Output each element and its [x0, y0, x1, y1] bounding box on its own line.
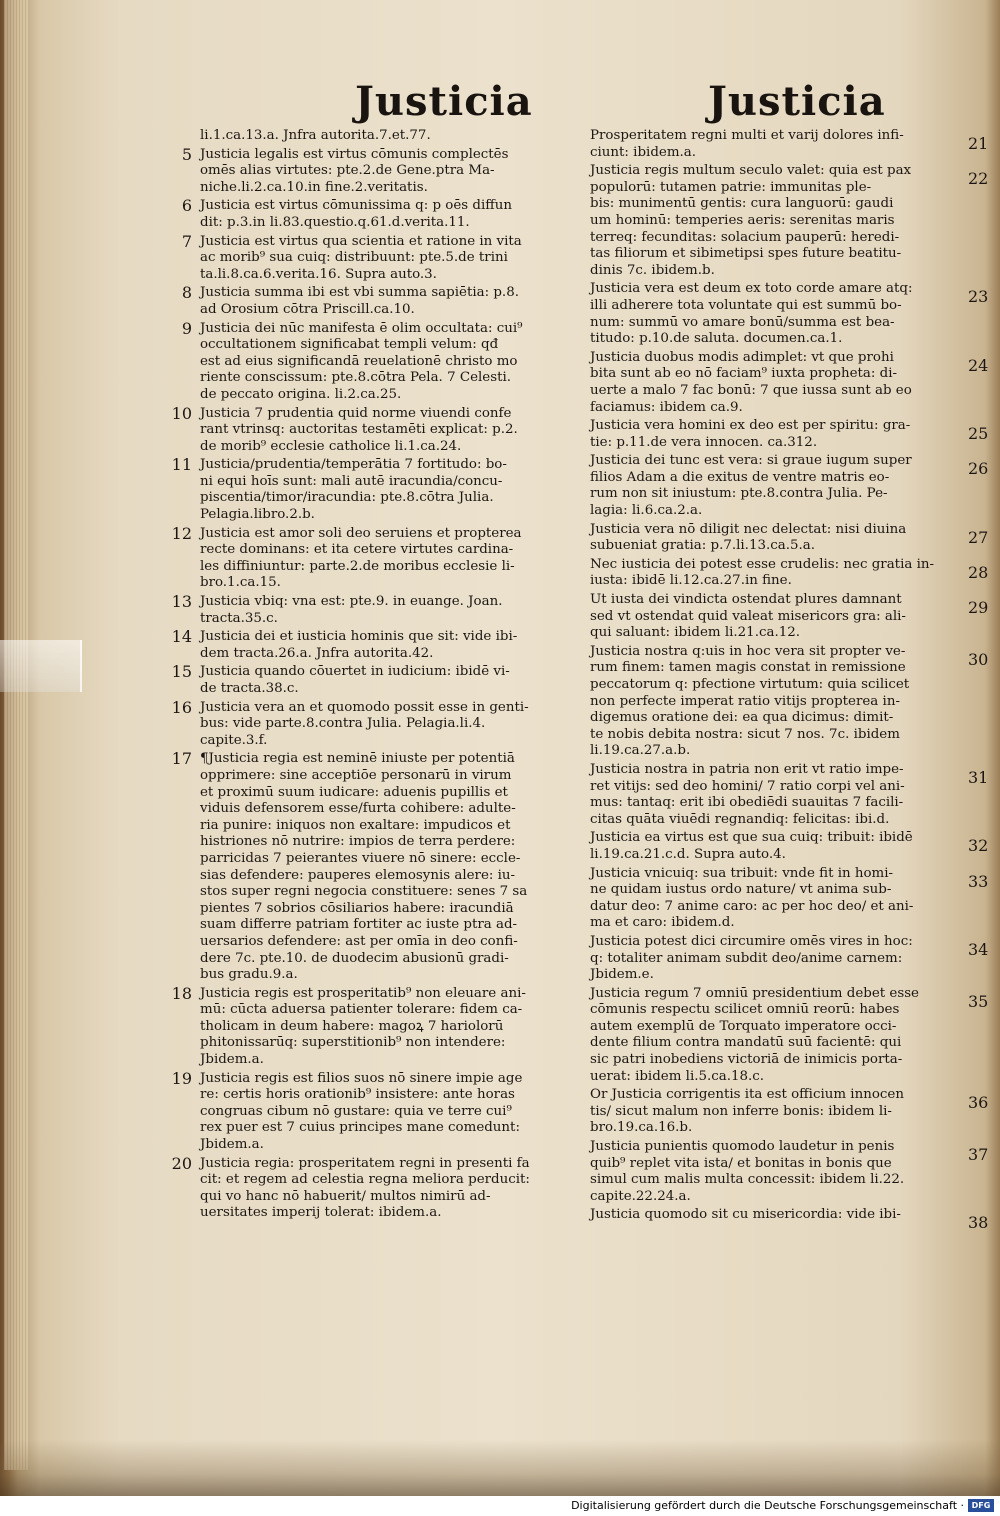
index-entry: [181, 144, 578, 197]
entry-number: 16: [171, 697, 192, 717]
index-entry: [590, 349, 989, 416]
page-bottom-shadow: [0, 1440, 1000, 1496]
page-clip: [0, 640, 82, 692]
index-entry: [171, 697, 578, 750]
entry-number: 38: [968, 1213, 989, 1233]
entry-text: Justicia quomodo sit cu misericordia: vide ibi-: [590, 1207, 901, 1223]
entry-number: 10: [171, 403, 192, 423]
entry-text: Justicia regis est filios suos nō sinere impie age re: certis horis orationib⁹ insistere: ante horas congruas cibum nō gustare: quia ve terre cui⁹ rex puer est 7 cuius principes mane comedunt: Jbidem.a.: [200, 1070, 523, 1153]
entry-text: li.1.ca.13.a. Jnfra autorita.7.et.77.: [200, 128, 431, 143]
index-entry: [590, 985, 989, 1086]
index-entry: [181, 196, 578, 231]
entry-text: Justicia vera est deum ex toto corde amare atq: illi adherere tota voluntate qui est summū bo- num: summū vo amare bonū/summa est bea- titudo: p.10.de saluta. documen.ca.1.: [590, 281, 913, 347]
index-entry: [590, 418, 989, 451]
left-column: [171, 128, 578, 1224]
index-entry: [590, 521, 989, 555]
entry-number: 37: [968, 1145, 989, 1165]
entry-number: 32: [968, 836, 989, 856]
entry-number: 22: [968, 169, 989, 189]
index-entry: [171, 1068, 578, 1154]
index-entry: [171, 627, 578, 662]
entry-number: 27: [968, 527, 989, 547]
entry-text: Justicia 7 prudentia quid norme viuendi confe rant vtrinsq: auctoritas testamēti explicat: p.2. de morib⁹ ecclesie catholice li.1.ca.24.: [200, 405, 518, 454]
entry-text: Justicia vera homini ex deo est per spiritu: gra- tie: p.11.de vera innocen. ca.312.: [590, 418, 911, 450]
index-entry: [590, 830, 989, 863]
entry-number: 6: [181, 196, 192, 216]
entry-number: 5: [181, 144, 192, 164]
index-entry: [171, 983, 578, 1069]
entry-text: Justicia potest dici circumire omēs vires in hoc: q: totaliter animam subdit deo/anime carnem: Jbidem.e.: [590, 933, 913, 983]
entry-number: 13: [171, 592, 192, 612]
entry-number: 9: [181, 318, 192, 338]
dfg-logo: DFG: [968, 1499, 994, 1512]
entry-text: Justicia dei et iusticia hominis que sit: vide ibi- dem tracta.26.a. Jnfra autorita.42.: [200, 629, 518, 661]
entry-number: 35: [968, 991, 989, 1011]
entry-number: 25: [968, 424, 989, 444]
entry-number: 24: [968, 355, 989, 375]
index-entry: [200, 128, 578, 145]
entry-text: Justicia vnicuiq: sua tribuit: vnde fit in homi- ne quidam iustus ordo nature/ vt anima sub- datur deo: 7 anime caro: ac per hoc deo/ et ani- ma et caro: ibidem.d.: [590, 865, 914, 931]
index-entry: [590, 761, 989, 828]
entry-text: Justicia vera an et quomodo possit esse in genti- bus: vide parte.8.contra Julia. Pelagia.li.4. capite.3.f.: [200, 699, 529, 748]
entry-text: Justicia legalis est virtus cōmunis complectēs omēs alias virtutes: pte.2.de Gene.ptra Ma- niche.li.2.ca.10.in fine.2.veritatis.: [200, 146, 509, 195]
entry-text: Justicia quando cōuertet in iudicium: ibidē vi- de tracta.38.c.: [200, 664, 510, 696]
entry-number: 30: [968, 649, 989, 669]
entry-text: Justicia vbiq: vna est: pte.9. in euange. Joan. tracta.35.c.: [200, 594, 503, 626]
entry-number: 19: [171, 1068, 192, 1088]
index-entry: [590, 1207, 989, 1233]
entry-number: 29: [968, 598, 989, 618]
entry-text: Justicia est virtus cōmunissima q: p oēs diffun dit: p.3.in li.83.questio.q.61.d.verita.11.: [200, 198, 513, 230]
entry-text: Justicia regia: prosperitatem regni in presenti fa cit: et regem ad celestia regna meliora perducit: qui vo hanc nō habuerit/ multos nimirū ad- uersitates imperij tolerat: ibidem.a.: [200, 1155, 530, 1221]
entry-number: 34: [968, 939, 989, 959]
entry-text: Justicia dei nūc manifesta ē olim occultata: cui⁹ occultationem significabat templi velum: qđ est ad eius significandā reuelationē christo mo riente conscissum: pte.8.cōtra Pela. 7 Celesti. de peccato origina. li.2.ca.25.: [200, 320, 523, 402]
entry-number: 18: [171, 983, 192, 1003]
entry-text: Justicia nostra in patria non erit vt ratio impe- ret vitijs: sed deo homini/ 7 ratio corpi vel ani- mus: tantaq: erit ibi obediēdi suauitas 7 facili- citas quāta viuēdi regnandiq: felicitas: ibi.d.: [590, 761, 905, 827]
right-column: [590, 128, 989, 1233]
index-entry: [171, 1153, 578, 1222]
index-entry: [171, 455, 578, 523]
index-entry: [590, 865, 989, 932]
index-entry: [181, 283, 578, 318]
entry-number: 36: [968, 1093, 989, 1113]
index-entry: [181, 231, 578, 284]
index-entry: [590, 643, 989, 760]
entry-number: 33: [968, 871, 989, 891]
index-entry: [590, 592, 989, 642]
entry-number: 14: [171, 627, 192, 647]
entry-text: Nec iusticia dei potest esse crudelis: nec gratia in- iusta: ibidē li.12.ca.27.in fine.: [590, 556, 935, 589]
entry-text: Justicia summa ibi est vbi summa sapiētia: p.8. ad Orosium cōtra Priscill.ca.10.: [200, 285, 519, 317]
entry-text: Justicia regis multum seculo valet: quia est pax populorū: tutamen patrie: immunitas ple- bis: munimentū gentis: cura languorū: gaudi um hominū: temperies aeris: serenitas maris terreq: fecunditas: solacium pauperū: heredi- tas filiorum et sibimetipsi spes future beatitu- dinis 7c. ibidem.b.: [590, 163, 912, 278]
entry-text: Justicia dei tunc est vera: si graue iugum super filios Adam a die exitus de ventre matris eo- rum non sit iniustum: pte.8.contra Julia. Pe- lagia: li.6.ca.2.a.: [590, 453, 912, 519]
entry-number: 23: [968, 287, 989, 307]
footer: [0, 1496, 1000, 1516]
entry-number: 26: [968, 459, 989, 479]
entry-text: Justicia nostra q:uis in hoc vera sit propter ve- rum finem: tamen magis constat in remissione peccatorum q: pfectione virtutum: quia scilicet non perfecte imperat ratio vitijs propterea in- digemus oratione dei: ea qua dicimus: dimit- te nobis debita nostra: sicut 7 nos. 7c. ibidem li.19.ca.27.a.b.: [590, 643, 910, 759]
running-head-right: Justicia: [708, 78, 886, 125]
running-head-left: Justicia: [355, 78, 533, 125]
entry-text: Prosperitatem regni multi et varij dolores infi- ciunt: ibidem.a.: [590, 128, 904, 160]
index-entry: [590, 1087, 989, 1137]
entry-number: 20: [171, 1153, 192, 1173]
index-entry: [590, 281, 989, 347]
index-entry: [590, 1139, 989, 1205]
entry-text: Justicia ea virtus est que sua cuiq: tribuit: ibidē li.19.ca.21.c.d. Supra auto.4.: [590, 830, 913, 862]
entry-text: Or Justicia corrigentis ita est officium innocen tis/ sicut malum non inferre bonis: ibidem li- bro.19.ca.16.b.: [590, 1087, 904, 1136]
entry-number: 12: [171, 523, 192, 543]
entry-number: 11: [171, 455, 192, 475]
index-entry: [590, 933, 989, 984]
entry-text: Justicia/prudentia/temperātia 7 fortitudo: bo- ni equi hoīs sunt: mali autē iracundia/concu- piscentia/timor/iracundia: pte.8.cōtra Julia. Pelagia.libro.2.b.: [200, 457, 507, 523]
entry-text: Ut iusta dei vindicta ostendat plures damnant sed vt ostendat quid valeat misericors gra: ali- qui saluant: ibidem li.21.ca.12.: [590, 592, 906, 641]
index-entry: [590, 128, 989, 161]
page-edge: [4, 0, 28, 1470]
entry-text: Justicia est virtus qua scientia et ratione in vita ac morib⁹ sua cuiq: distribuunt: pte.5.de trini ta.li.8.ca.6.verita.16. Supra auto.3.: [200, 233, 522, 282]
index-entry: [181, 318, 578, 404]
index-entry: [171, 662, 578, 697]
footer-text: Digitalisierung gefördert durch die Deutsche Forschungsgemeinschaft ·: [571, 1499, 964, 1512]
index-entry: [171, 592, 578, 627]
entry-text: Justicia regum 7 omniū presidentium debet esse cōmunis respectu scilicet omniū reorū: habes autem exemplū de Torquato imperatore occi- dente filium contra mandatū suū facientē: qui sic patri inobediens victoriā de inimicis porta- uerat: ibidem li.5.ca.18.c.: [590, 985, 919, 1084]
index-entry: [171, 523, 578, 592]
entry-number: 7: [181, 231, 192, 251]
entry-text: Justicia regis est prosperitatib⁹ non eleuare ani- mū: cūcta aduersa patienter tolerare: fidem ca- tholicam in deum habere: magoꝝ 7 hariolorū phitonissarūq: superstitionib⁹ non intendere: Jbidem.a.: [200, 985, 526, 1068]
entry-text: Justicia punientis quomodo laudetur in penis quib⁹ replet vita ista/ et bonitas in bonis que simul cum malis multa concessit: ibidem li.22. capite.22.24.a.: [590, 1139, 905, 1204]
entry-number: 17: [171, 749, 192, 769]
index-entry: [171, 749, 578, 983]
entry-number: 8: [181, 283, 192, 303]
index-entry: [590, 163, 989, 279]
index-entry: [590, 453, 989, 519]
entry-text: Justicia vera nō diligit nec delectat: nisi diuina subueniat gratia: p.7.li.13.ca.5.a.: [590, 521, 907, 554]
entry-number: 28: [968, 562, 989, 582]
entry-text: Justicia est amor soli deo seruiens et propterea recte dominans: et ita cetere virtutes cardina- les diffiniuntur: parte.2.de moribus ecclesie li- bro.1.ca.15.: [200, 525, 522, 591]
index-entry: [590, 556, 989, 590]
entry-number: 31: [968, 767, 989, 787]
entry-number: 21: [968, 134, 989, 153]
entry-text: Justicia duobus modis adimplet: vt que prohi bita sunt ab eo nō faciam⁹ iuxta propheta: di- uerte a malo 7 fac bonū: 7 que iussa sunt ab eo faciamus: ibidem ca.9.: [590, 349, 912, 415]
entry-text: ¶Justicia regia est neminē iniuste per potentiā opprimere: sine acceptiōe personarū in virum et proximū suum iudicare: aduenis pupillis et viduis defensorem esse/furta cohibere: adulte- ria punire: iniquos non exaltare: impudicos et histriones nō nutrire: impios de terra perdere: parricidas 7 peierantes viuere nō sinere: eccle- sias defendere: pauperes elemosynis alere: iu- stos super regni negocia constituere: senes 7 sa pientes 7 sobrios cōsiliarios habere: iracundiā suam differre patriam fortiter ac iuste ptra ad- uersarios defendere: ast per omīa in deo confi- dere 7c. pte.10. de duodecim abusionū gradi- bus gradu.9.a.: [200, 751, 528, 983]
index-entry: [171, 403, 578, 456]
entry-number: 15: [171, 662, 192, 682]
